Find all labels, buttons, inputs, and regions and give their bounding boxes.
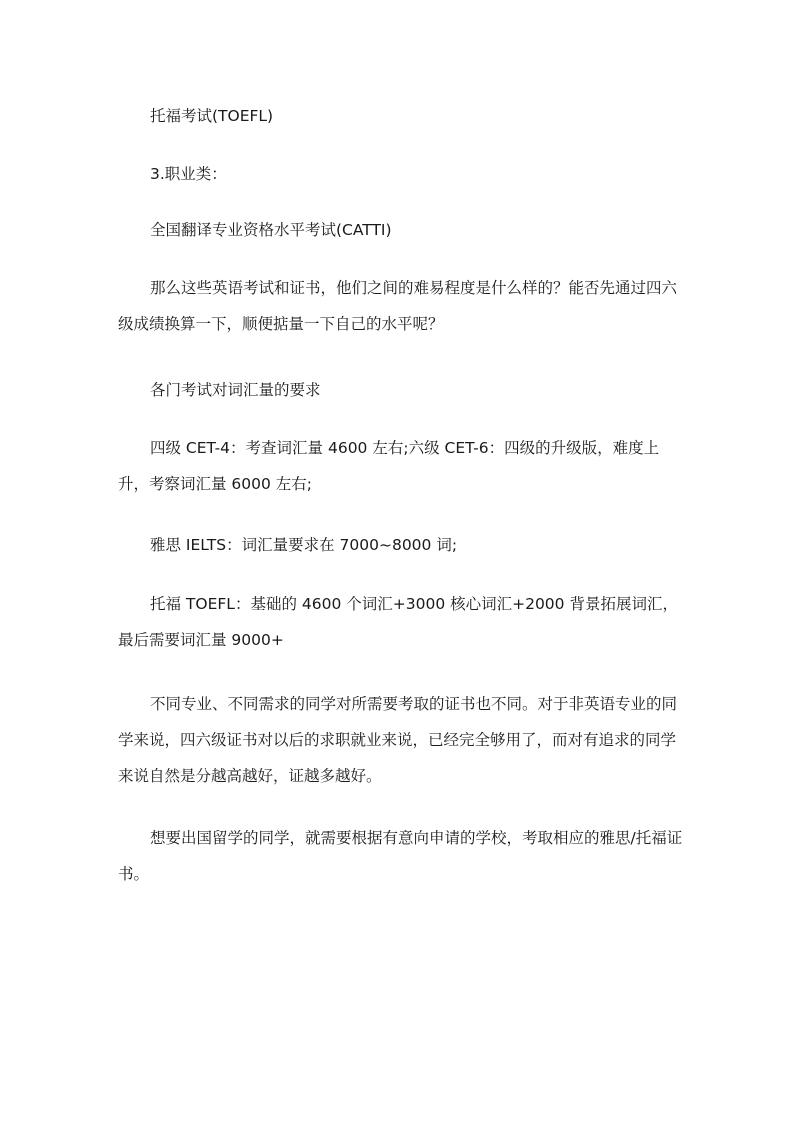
paragraph-catti-heading: 全国翻译专业资格水平考试(CATTI) (150, 221, 392, 239)
paragraph-toefl-heading: 托福考试(TOEFL) (150, 107, 274, 125)
paragraph-toefl-vocab: 托福 TOEFL：基础的 4600 个词汇+3000 核心词汇+2000 背景拓展词汇，最后需要词汇量 9000+ (118, 595, 678, 649)
paragraph-study-abroad-advice: 想要出国留学的同学，就需要根据有意向申请的学校，考取相应的雅思/托福证书。 (118, 829, 683, 883)
paragraph-certificate-advice: 不同专业、不同需求的同学对所需要考取的证书也不同。对于非英语专业的同学来说，四六级证书对以后的求职就业来说，已经完全够用了，而对有追求的同学来说自然是分越高越好，证越多越好。 (118, 695, 678, 785)
paragraph-vocab-requirements: 各门考试对词汇量的要求 (150, 381, 321, 399)
paragraph-difficulty-question: 那么这些英语考试和证书，他们之间的难易程度是什么样的？能否先通过四六级成绩换算一下，顺便掂量一下自己的水平呢？ (118, 279, 678, 333)
paragraph-cet-vocab: 四级 CET-4：考查词汇量 4600 左右;六级 CET-6：四级的升级版，难度上升，考察词汇量 6000 左右; (118, 439, 660, 493)
paragraph-ielts-vocab: 雅思 IELTS：词汇量要求在 7000~8000 词; (150, 536, 458, 554)
paragraph-career-category: 3.职业类： (150, 165, 227, 183)
